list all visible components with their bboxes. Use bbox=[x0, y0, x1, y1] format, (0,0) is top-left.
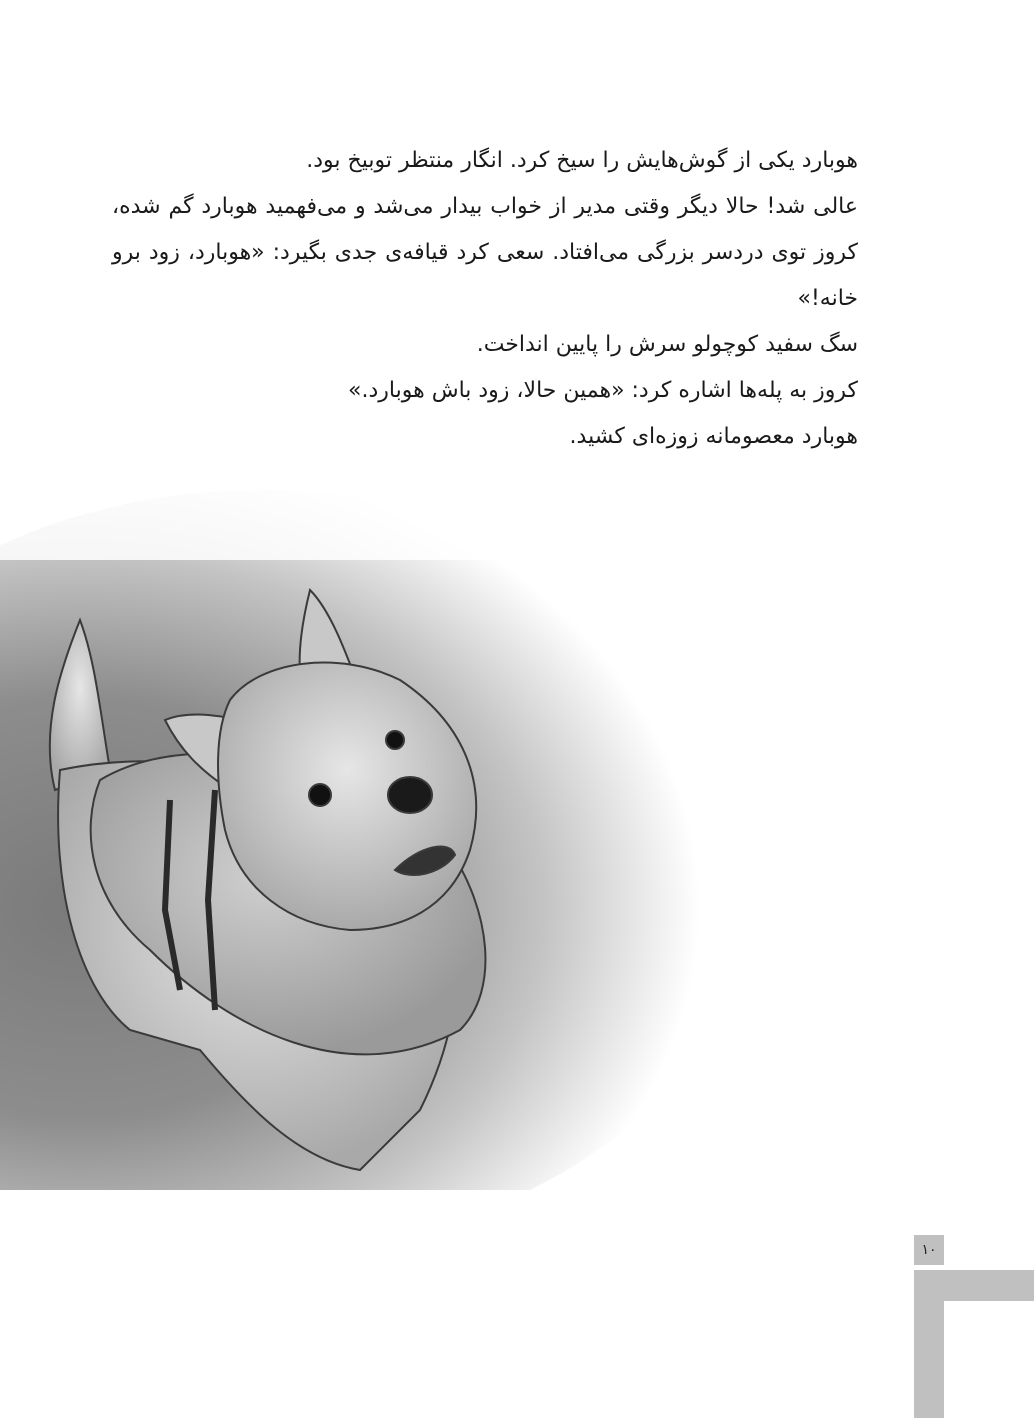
page-tab-vertical bbox=[914, 1270, 944, 1418]
dog-eye-left bbox=[309, 784, 331, 806]
page-number: ۱۰ bbox=[914, 1235, 944, 1265]
dog-illustration bbox=[0, 470, 760, 1190]
paragraph-2: عالی شد! حالا دیگر وقتی مدیر از خواب بیدار می‌شد و می‌فهمید هوبارد گم شده، کروز توی دردسر بزرگی می‌افتاد. سعی کرد قیافه‌ی جدی بگیرد: «هوبارد، زود برو خانه!» bbox=[112, 194, 858, 311]
paragraph-1: هوبارد یکی از گوش‌هایش را سیخ کرد. انگار منتظر توبیخ بود. bbox=[306, 148, 858, 173]
dog-eye-right bbox=[386, 731, 404, 749]
story-text bbox=[112, 138, 858, 460]
dog-nose bbox=[388, 777, 432, 813]
paragraph-5: هوبارد معصومانه زوزه‌ای کشید. bbox=[569, 424, 858, 449]
paragraph-3: سگ سفید کوچولو سرش را پایین انداخت. bbox=[476, 332, 858, 357]
paragraph-4: کروز به پله‌ها اشاره کرد: «همین حالا، زود باش هوبارد.» bbox=[348, 378, 858, 403]
